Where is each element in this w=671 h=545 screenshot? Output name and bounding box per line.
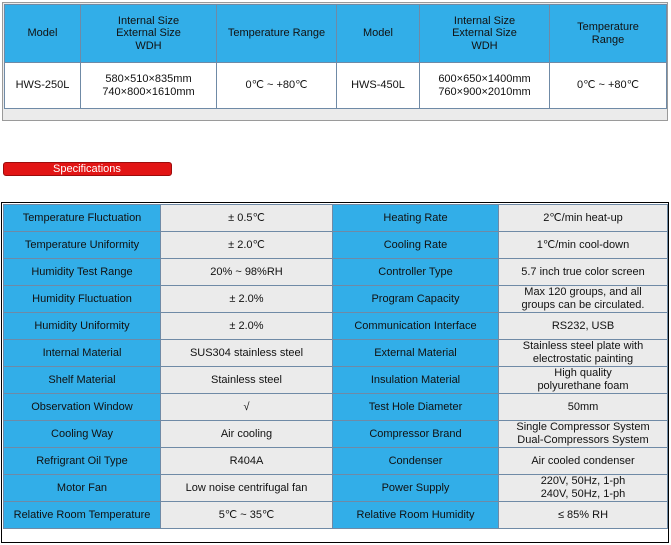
spec-value: ± 0.5℃ [228,211,265,224]
models-table [4,4,667,109]
spec-value-cell [499,394,668,421]
spec-label-cell [333,340,499,367]
spec-value-cell [161,394,333,421]
spec-row [4,286,668,313]
model-size [420,63,550,109]
spec-row [4,340,668,367]
spec-value: Low noise centrifugal fan [185,481,308,494]
spec-value-cell [161,205,333,232]
spec-label-cell [333,448,499,475]
models-data-row [5,63,667,109]
spec-value: ± 2.0℃ [228,238,265,251]
model-name [5,63,81,109]
spec-label-cell [333,394,499,421]
spec-value-cell [499,205,668,232]
spec-value-cell [499,313,668,340]
spec-value-cell [161,286,333,313]
spec-value: ≤ 85% RH [557,508,609,521]
spec-label: Relative Room Humidity [356,508,475,521]
spec-row [4,475,668,502]
spec-label-cell [333,475,499,502]
header-model [5,5,81,63]
spec-value: High quality polyurethane foam [537,367,629,392]
header-text: Temperature Range [227,27,326,40]
spec-value: ± 2.0% [229,292,264,305]
spec-value: 5℃ ~ 35℃ [218,508,275,521]
spec-value-cell [161,448,333,475]
spec-label-cell [333,421,499,448]
spec-label: Refrigrant Oil Type [36,454,128,467]
section-title: Specifications [53,163,121,175]
spec-value: √ [243,400,250,413]
spec-label: Program Capacity [371,292,460,305]
spec-label-cell [4,475,161,502]
spec-value-cell [161,367,333,394]
header-text: Internal Size External Size WDH [116,14,181,52]
spec-value: 50mm [567,400,599,413]
spec-label: Compressor Brand [369,427,462,440]
spec-label: Condenser [388,454,443,467]
spec-label-cell [4,448,161,475]
spec-value-cell [499,259,668,286]
spec-label: External Material [374,346,457,359]
spec-value: Stainless steel plate with electrostatic painting [522,340,644,365]
spec-label: Test Hole Diameter [368,400,463,413]
spec-value: 5.7 inch true color screen [521,265,645,278]
model-temperature-range [550,63,667,109]
spec-label: Heating Rate [383,211,448,224]
spec-value-cell [161,340,333,367]
spec-label: Motor Fan [56,481,108,494]
header-size [81,5,217,63]
spec-value: RS232, USB [551,319,615,332]
model-name [337,63,420,109]
header-text: Temperature Range [577,20,639,46]
spec-value-cell [161,502,333,529]
spec-value-cell [161,232,333,259]
cell-text: 580×510×835mm 740×800×1610mm [102,72,195,98]
spec-value: Air cooling [220,427,273,440]
spec-label: Temperature Fluctuation [22,211,142,224]
spec-label-cell [4,340,161,367]
spec-value-cell [499,475,668,502]
header-text: Model [27,27,58,40]
spec-row [4,259,668,286]
cell-text: 0℃ ~ +80℃ [245,79,308,92]
header-model [337,5,420,63]
spec-row [4,394,668,421]
model-temperature-range [217,63,337,109]
spec-value: SUS304 stainless steel [189,346,304,359]
spec-label-cell [4,286,161,313]
spec-label: Cooling Way [51,427,113,440]
spec-label-cell [4,502,161,529]
specifications-table [3,204,668,529]
spec-row [4,232,668,259]
spec-label: Relative Room Temperature [13,508,151,521]
spec-label-cell [333,313,499,340]
spec-label-cell [4,205,161,232]
spec-value: 1℃/min cool-down [536,238,630,251]
spec-value-cell [499,232,668,259]
spec-row [4,502,668,529]
spec-label-cell [333,205,499,232]
spec-label-cell [4,232,161,259]
spec-value-cell [499,448,668,475]
spec-value-cell [499,367,668,394]
spec-value-cell [161,259,333,286]
spec-value-cell [161,421,333,448]
spec-value-cell [161,475,333,502]
spec-value-cell [499,286,668,313]
spec-value-cell [499,340,668,367]
spec-label-cell [4,367,161,394]
spec-label-cell [333,232,499,259]
spec-value: Air cooled condenser [531,454,635,467]
spec-value: 20% ~ 98%RH [210,265,283,278]
spec-label: Observation Window [31,400,133,413]
spec-row [4,205,668,232]
spec-value: Single Compressor System Dual-Compressors System [516,421,650,446]
spec-value: R404A [229,454,264,467]
section-title-bar [3,162,172,176]
spec-label: Power Supply [381,481,450,494]
header-text: Internal Size External Size WDH [452,14,517,52]
spec-label: Temperature Uniformity [24,238,140,251]
spec-label: Humidity Test Range [31,265,133,278]
spec-label-cell [4,421,161,448]
spec-label: Controller Type [378,265,453,278]
header-temperature-range [217,5,337,63]
spec-label-cell [333,286,499,313]
cell-text: HWS-250L [15,79,70,92]
cell-text: 0℃ ~ +80℃ [576,79,640,92]
cell-text: 600×650×1400mm 760×900×2010mm [438,72,531,98]
spec-label: Internal Material [42,346,122,359]
spec-label: Humidity Uniformity [34,319,130,332]
spec-label: Cooling Rate [383,238,448,251]
spec-row [4,313,668,340]
spec-label: Communication Interface [354,319,477,332]
cell-text: HWS-450L [351,79,405,92]
model-size [81,63,217,109]
models-header-row [5,5,667,63]
spec-value-cell [499,421,668,448]
spec-label: Insulation Material [370,373,461,386]
header-size [420,5,550,63]
spec-label-cell [333,502,499,529]
spec-value-cell [161,313,333,340]
spec-label: Shelf Material [48,373,116,386]
spec-value: 2℃/min heat-up [543,211,623,224]
spec-label-cell [333,259,499,286]
spec-value: ± 2.0% [229,319,264,332]
spec-label-cell [4,259,161,286]
spec-row [4,448,668,475]
spec-label-cell [4,394,161,421]
spec-label-cell [333,367,499,394]
spec-label-cell [4,313,161,340]
header-text: Model [363,27,393,40]
spec-value: Max 120 groups, and all groups can be circulated. [521,286,645,311]
spec-row [4,367,668,394]
spec-label: Humidity Fluctuation [32,292,132,305]
spec-value: Stainless steel [211,373,282,386]
header-temperature-range [550,5,667,63]
spec-row [4,421,668,448]
spec-value-cell [499,502,668,529]
spec-value: 220V, 50Hz, 1-ph 240V, 50Hz, 1-ph [540,475,626,500]
